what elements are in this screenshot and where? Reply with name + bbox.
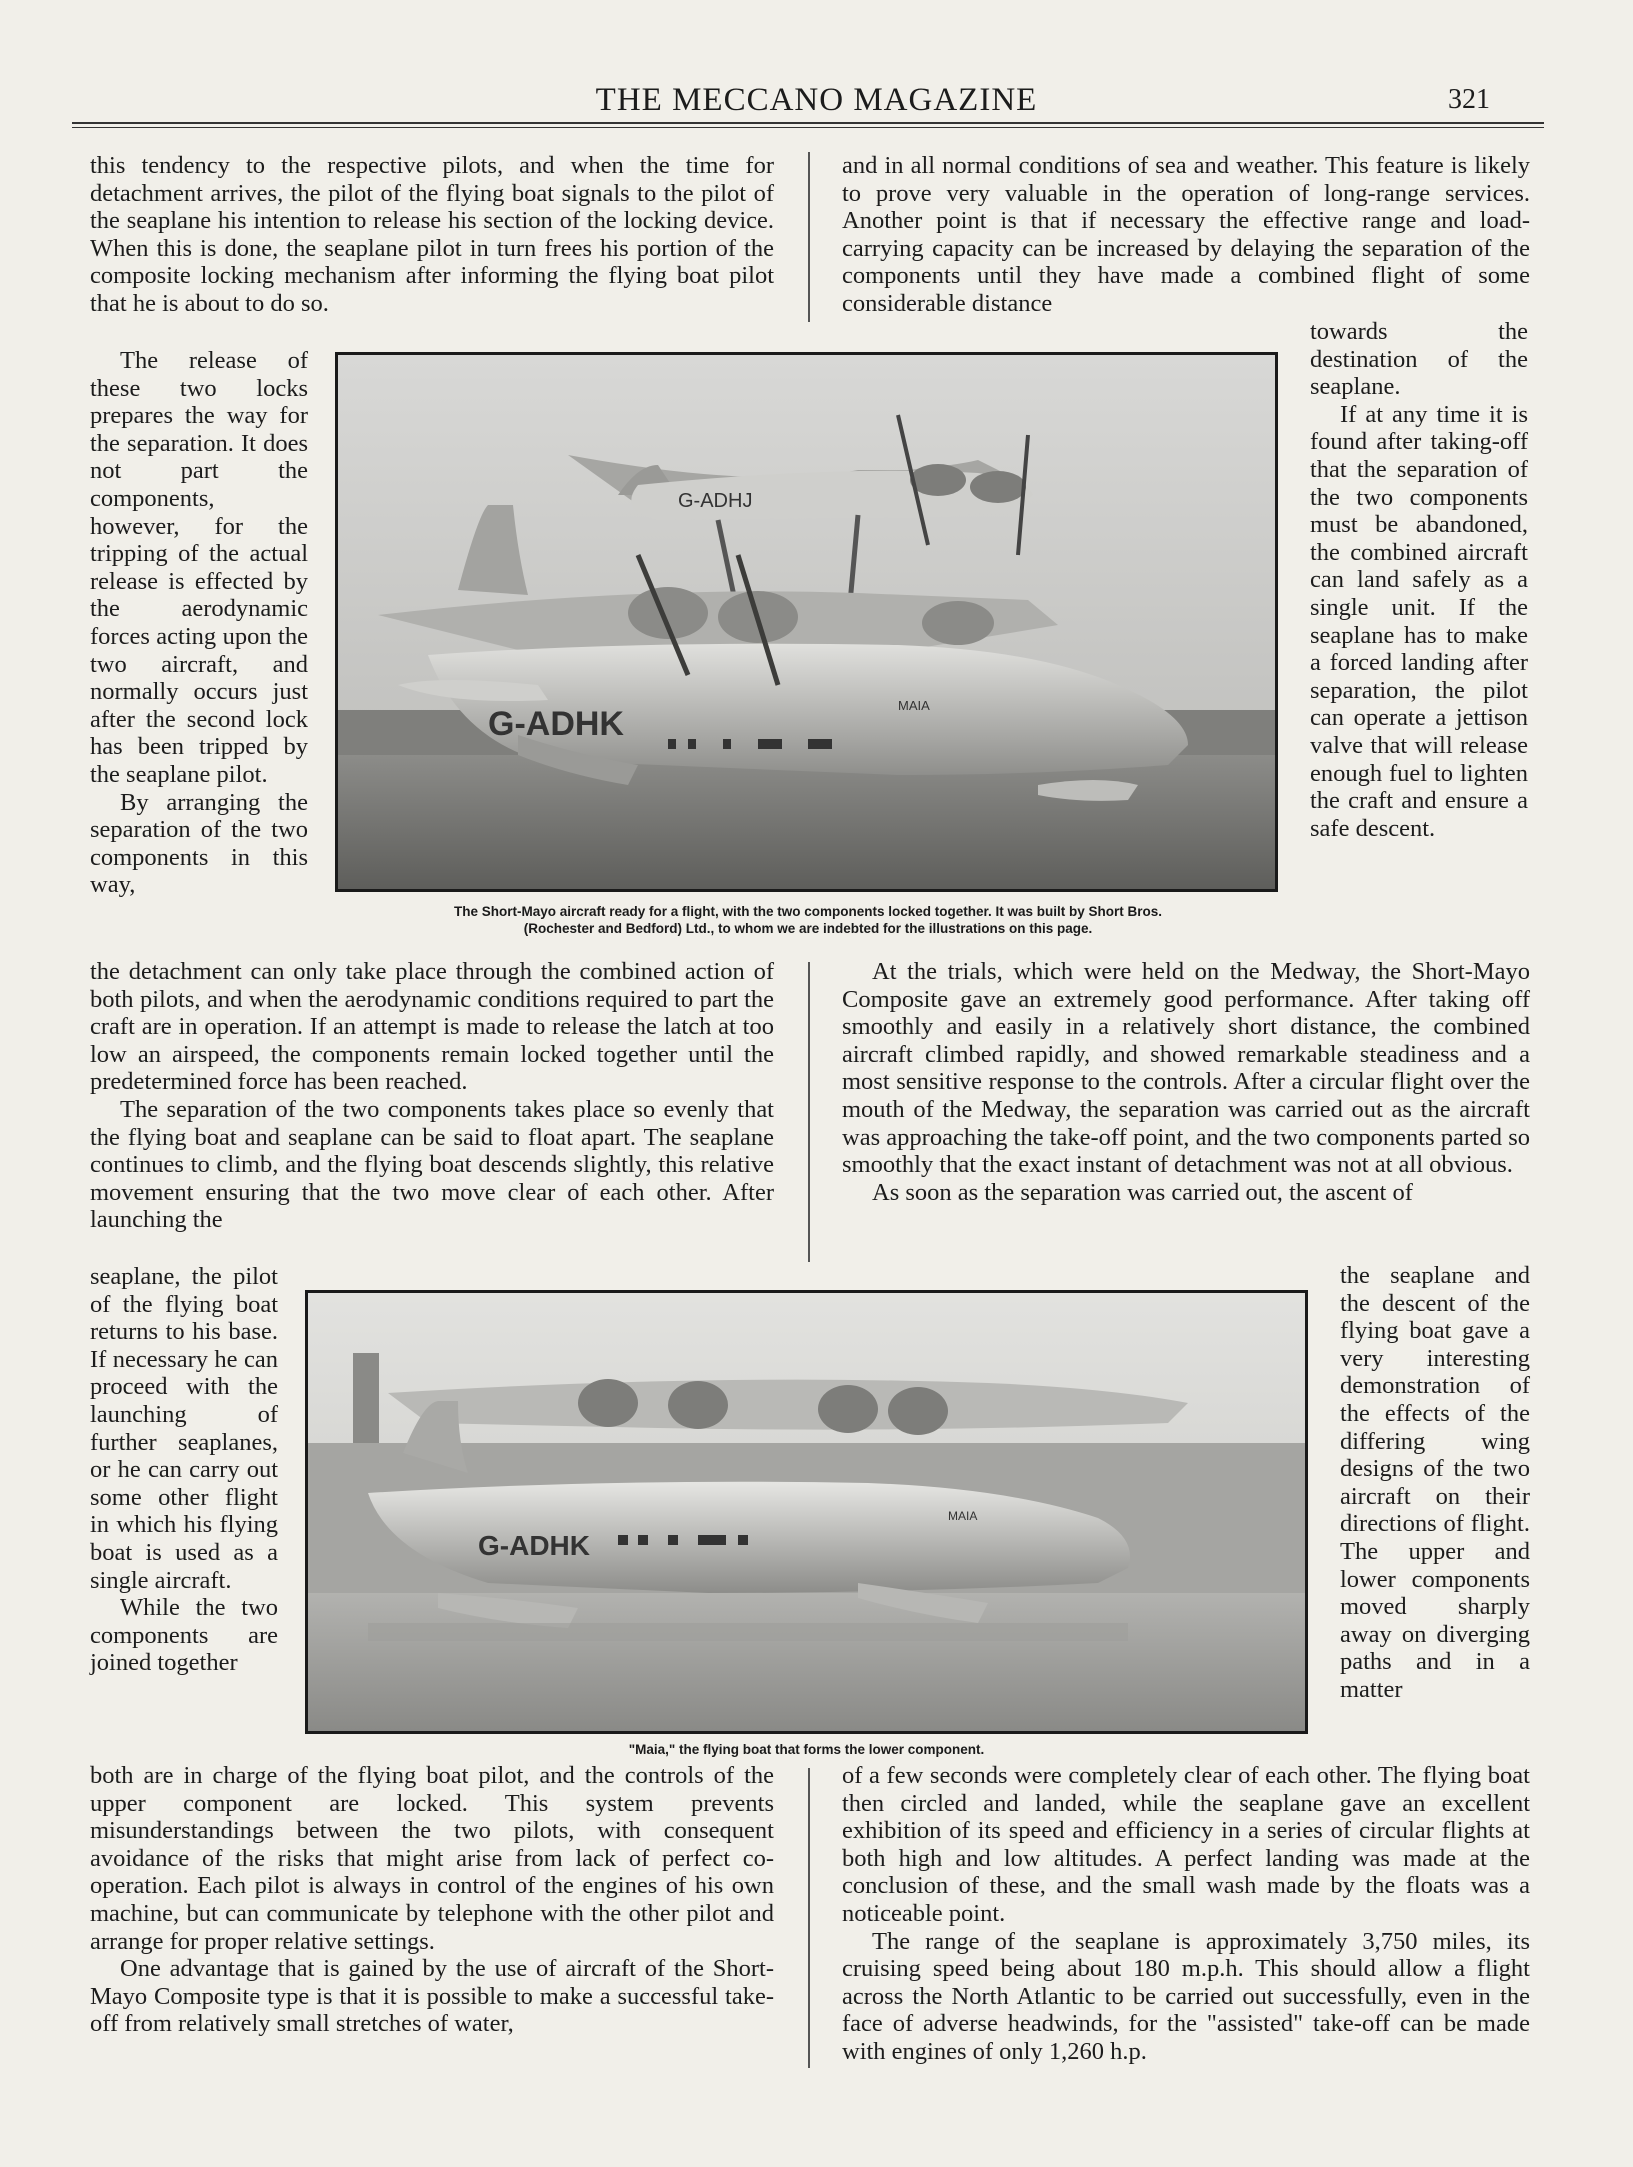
- paragraph: As soon as the separation was carried out, the ascent of: [872, 1178, 1413, 1206]
- right-narrow-column-1: [1310, 318, 1528, 842]
- paragraph: While the two components are joined together: [90, 1594, 278, 1677]
- paragraph: By arranging the separation of the two components in this way,: [90, 788, 308, 899]
- caption-line: (Rochester and Bedford) Ltd., to whom we are indebted for the illustrations on this page.: [523, 921, 1093, 936]
- column-divider-top: [808, 152, 810, 322]
- registration-upper: G-ADHJ: [678, 490, 753, 512]
- magazine-title: THE MECCANO MAGAZINE: [595, 82, 1038, 118]
- left-column-middle-text: [90, 958, 774, 1234]
- paragraph: the detachment can only take place through the combined action of both pilots, and when the aerodynamic conditions required to part the craft are in operation. If an attempt is made to release the latch at too low an airspeed, the components remain locked together until the predetermined force has been reached.: [90, 958, 774, 1096]
- left-column-bottom-text: [90, 1762, 774, 2038]
- header-rule: [72, 122, 1544, 124]
- paragraph: The release of these two locks prepares the way for the separation. It does not part the components, however, for the tripping of the actual release is effected by the aerodynamic forces acting upon the two aircraft, and normally occurs just after the second lock has been tripped by the seaplane pilot.: [90, 347, 308, 788]
- right-column-bottom-text: [842, 1762, 1530, 2066]
- paragraph: both are in charge of the flying boat pilot, and the controls of the upper component are locked. This system prevents misunderstandings between the two pilots, with consequent avoidance of the risks that might arise from lack of perfect co-operation. Each pilot is always in control of the engines of his own machine, but can communicate by telephone with the other pilot and arrange for proper relative settings.: [90, 1762, 774, 1955]
- paragraph: and in all normal conditions of sea and weather. This feature is likely to prove very valuable in the operation of long-range services. Another point is that if necessary the effective range and load-carrying capacity can be increased by delaying the separation of the components until they have made a combined flight of some considerable distance: [842, 152, 1530, 317]
- left-narrow-column-1: [90, 347, 308, 899]
- photo-flying-boat-maia: [305, 1290, 1308, 1734]
- column-divider-bottom: [808, 1768, 810, 2068]
- paragraph: The separation of the two components takes place so evenly that the flying boat and seaplane can be said to float apart. The seaplane continues to climb, and the flying boat descends slightly, this relative movement ensuring that the two move clear of each other. After launching the: [90, 1095, 774, 1234]
- column-divider-middle: [808, 962, 810, 1262]
- paragraph: One advantage that is gained by the use of aircraft of the Short-Mayo Composite type is that it is possible to make a successful take-off from relatively small stretches of water,: [90, 1955, 774, 2038]
- registration-maia: G-ADHK: [478, 1530, 590, 1561]
- figure-2-caption: "Maia," the flying boat that forms the lower component.: [628, 1742, 985, 1757]
- paragraph: of a few seconds were completely clear of each other. The flying boat then circled and landed, while the seaplane gave an excellent exhibition of its speed and efficiency in a series of circular flights at both high and low altitudes. A perfect landing was made at the conclusion of these, and the small wash made by the floats was a noticeable point.: [842, 1762, 1530, 1927]
- paragraph: the seaplane and the descent of the flying boat gave a very interesting demonstration of the effects of the differing wing designs of the two aircraft on their directions of flight. The upper and lower components moved sharply away on diverging paths and in a matter: [1340, 1262, 1530, 1703]
- paragraph: towards the destination of the seaplane.: [1310, 318, 1528, 401]
- hull-name-maia: MAIA: [948, 1509, 978, 1523]
- composite-aircraft-illustration: [338, 355, 1275, 889]
- page-number: 321: [1448, 84, 1490, 115]
- paragraph: At the trials, which were held on the Medway, the Short-Mayo Composite gave an extremely good performance. After taking off smoothly and easily in a relatively short distance, the combined aircraft climbed rapidly, and showed remarkable steadiness and a most sensitive response to the controls. After a circular flight over the mouth of the Medway, the separation was carried out as the aircraft was approaching the take-off point, and the two components parted so smoothly that the exact instant of detachment was not at all obvious.: [842, 958, 1530, 1179]
- paragraph: this tendency to the respective pilots, and when the time for detachment arrives, the pilot of the flying boat signals to the pilot of the seaplane his intention to release his section of the locking device. When this is done, the seaplane pilot in turn frees his portion of the composite locking mechanism after informing the flying boat pilot that he is about to do so.: [90, 152, 774, 317]
- photo-composite-aircraft: [335, 352, 1278, 892]
- flying-boat-illustration: [308, 1293, 1305, 1731]
- right-column-middle-text: [842, 958, 1530, 1206]
- hull-name: MAIA: [898, 698, 930, 713]
- header-rule-thin: [72, 127, 1544, 128]
- right-column-top-text: [842, 152, 1530, 318]
- caption-line: The Short-Mayo aircraft ready for a flight, with the two components locked together. It was built by Short Bros.: [453, 904, 1163, 919]
- figure-1-caption: [333, 903, 1283, 937]
- left-column-top-text: [90, 152, 774, 318]
- left-narrow-column-2: [90, 1263, 278, 1677]
- registration-lower: G-ADHK: [488, 705, 624, 743]
- right-narrow-column-2: [1340, 1262, 1530, 1704]
- paragraph: If at any time it is found after taking-off that the separation of the two components must be abandoned, the combined aircraft can land safely as a single unit. If the seaplane has to make a forced landing after separation, the pilot can operate a jettison valve that will release enough fuel to lighten the craft and ensure a safe descent.: [1310, 400, 1528, 842]
- paragraph: seaplane, the pilot of the flying boat returns to his base. If necessary he can proceed with the launching of further seaplanes, or he can carry out some other flight in which his flying boat is used as a single aircraft.: [90, 1263, 278, 1594]
- paragraph: The range of the seaplane is approximately 3,750 miles, its cruising speed being about 180 m.p.h. This should allow a flight across the North Atlantic to be carried out successfully, even in the face of adverse headwinds, for the "assisted" take-off can be made with engines of only 1,260 h.p.: [842, 1927, 1530, 2065]
